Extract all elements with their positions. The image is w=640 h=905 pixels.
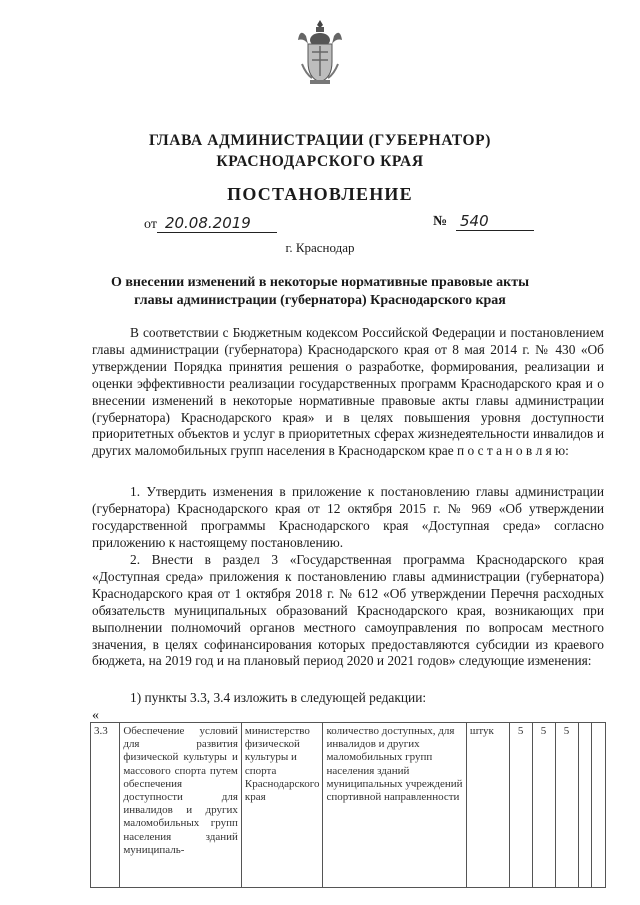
value-2021-cell: 5 <box>555 723 578 888</box>
coat-of-arms-emblem <box>296 18 344 88</box>
paragraph-preamble: В соответствии с Бюджетным кодексом Российской Федерации и постановлением главы администрации (губернатора) Краснодарского края от 8 мая 2014 г. № 430 «Об утверждении Порядка принятия решения о разработке, формирования, реализации и оценки эффективности реализации государственных программ Краснодарского края и о внесении изменений в некоторые нормативные правовые акты главы администрации (губернатора) Краснодарского края» и в целях повышения уровня доступности приоритетных объектов и услуг в приоритетных сферах жизнедеятельности инвалидов и других маломобильных групп населения в Краснодарском крае п о с т а н о в л я ю: <box>92 325 604 459</box>
amendment-table <box>90 722 606 888</box>
paragraph-subitem-1: 1) пункты 3.3, 3.4 изложить в следующей редакции: <box>130 690 427 705</box>
empty-cell <box>578 723 592 888</box>
subject-line1: О внесении изменений в некоторые нормативные правовые акты <box>110 275 530 290</box>
empty-cell <box>592 723 606 888</box>
city-label: г. Краснодар <box>285 240 355 255</box>
paragraph-item-1: 1. Утвердить изменения в приложение к постановлению главы администрации (губернатора) Краснодарского края от 12 октября 2015 г. № 969 «Об утверждении государственной программы Краснодарского края «Доступная среда» согласно приложению к настоящему постановлению. <box>92 484 604 550</box>
number-label: № <box>433 214 448 229</box>
unit-cell: штук <box>466 723 509 888</box>
opening-quote: « <box>92 708 99 723</box>
row-number-cell: 3.3 <box>91 723 120 888</box>
subject-line2: главы администрации (губернатора) Краснодарского края <box>134 293 506 308</box>
authority-title-line2: КРАСНОДАРСКОГО КРАЯ <box>216 153 424 170</box>
date-value: 20.08.2019 <box>157 214 277 233</box>
ministry-cell: министерство физической культуры и спорта Краснодарского края <box>241 723 323 888</box>
number-value: 540 <box>456 212 534 231</box>
value-2019-cell: 5 <box>509 723 532 888</box>
authority-title-line1: ГЛАВА АДМИНИСТРАЦИИ (ГУБЕРНАТОР) <box>149 132 491 149</box>
description-cell: Обеспечение условий для развития физической культуры и массового спорта путем обеспечения доступности для инвалидов и других маломобильных групп населения зданий муниципаль- <box>120 723 242 888</box>
value-2020-cell: 5 <box>532 723 555 888</box>
date-row <box>144 214 277 233</box>
table-row <box>91 723 606 888</box>
date-label: от <box>144 217 157 232</box>
indicator-cell: количество доступных, для инвалидов и других маломобильных групп населения зданий муниципальных учреждений спортивной направленности <box>323 723 466 888</box>
document-type-title: ПОСТАНОВЛЕНИЕ <box>227 184 413 204</box>
paragraph-item-2: 2. Внести в раздел 3 «Государственная программа Краснодарского края «Доступная среда» приложения к постановлению главы администрации (губернатора) Краснодарского края от 1 октября 2018 г. № 612 «Об утверждении Перечня расходных обязательств муниципальных образований Краснодарского края, возникающих при выполнении полномочий органов местного самоуправления по вопросам местного значения, в целях софинансирования которых предоставляются субсидии из краевого бюджета, на 2019 год и на плановый период 2020 и 2021 годов» следующие изменения: <box>92 552 604 669</box>
document-subject <box>0 274 640 310</box>
